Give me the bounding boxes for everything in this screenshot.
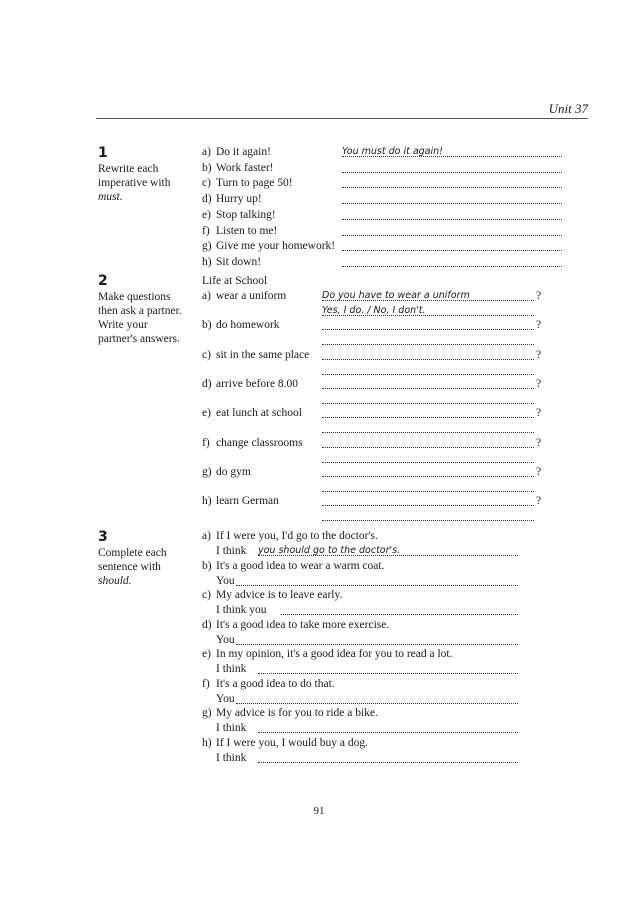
section-1-item <box>202 177 293 190</box>
item-prompt: I think <box>216 663 247 675</box>
item-letter: a) <box>202 290 211 302</box>
section-1-item <box>202 162 274 175</box>
question-mark: ? <box>536 290 542 302</box>
item-letter: c) <box>202 589 211 601</box>
question-line[interactable] <box>322 329 534 330</box>
section-1-instruction <box>98 162 188 204</box>
unit-title: Unit 37 <box>548 101 588 116</box>
item-text: It's a good idea to take more exercise. <box>216 618 390 631</box>
item-text: change classrooms <box>216 436 303 449</box>
section-3-item <box>202 619 389 632</box>
answer-line[interactable] <box>322 344 534 345</box>
section-2-item <box>202 495 279 508</box>
question-mark: ? <box>536 495 542 508</box>
answer-line[interactable] <box>342 266 562 267</box>
section-1-item <box>202 240 335 253</box>
item-text: learn German <box>216 495 279 508</box>
question-line[interactable] <box>322 388 534 389</box>
item-text: Do it again! <box>216 146 271 158</box>
item-letter: g) <box>202 465 212 478</box>
item-prompt: I think you <box>216 604 267 616</box>
section-2-example-answer: Yes, I do. / No, I don't. <box>322 305 426 316</box>
item-text: wear a uniform <box>216 290 287 302</box>
question-mark: ? <box>536 348 542 361</box>
section-2-example-question: Do you have to wear a uniform <box>322 290 470 301</box>
item-letter: h) <box>202 255 212 268</box>
item-letter: g) <box>202 707 212 719</box>
section-3-item <box>202 648 453 661</box>
item-letter: d) <box>202 377 212 390</box>
item-prompt: You <box>216 692 235 705</box>
section-2-item <box>202 349 309 362</box>
section-3-instruction-keyword: should. <box>98 575 132 587</box>
answer-line[interactable] <box>342 219 562 220</box>
answer-line[interactable] <box>322 491 534 492</box>
section-1-item <box>202 146 271 159</box>
question-mark: ? <box>536 465 542 478</box>
item-text: Work faster! <box>216 161 274 174</box>
item-text: It's a good idea to wear a warm coat. <box>216 559 385 572</box>
item-letter: d) <box>202 193 212 206</box>
item-prompt: You <box>216 633 235 646</box>
answer-line[interactable] <box>342 203 562 204</box>
answer-line[interactable] <box>342 187 562 188</box>
section-1-item <box>202 209 276 222</box>
question-line[interactable] <box>322 447 534 448</box>
section-1-instruction-keyword: must. <box>98 191 123 203</box>
item-prompt: I think <box>216 751 247 764</box>
section-3-item <box>202 737 368 750</box>
item-letter: e) <box>202 648 211 660</box>
item-text: My advice is for you to ride a bike. <box>216 707 378 719</box>
item-letter: c) <box>202 177 211 190</box>
section-3-item <box>202 560 384 573</box>
answer-line[interactable] <box>342 250 562 251</box>
item-letter: b) <box>202 161 212 174</box>
section-2-item <box>202 466 251 479</box>
section-3-item <box>202 678 335 691</box>
section-2-item <box>202 290 286 303</box>
item-letter: h) <box>202 736 212 749</box>
item-text: Give me your homework! <box>216 240 336 253</box>
item-letter: f) <box>202 677 210 690</box>
section-3-instruction-text: Complete each sentence with <box>98 547 167 573</box>
item-text: Listen to me! <box>216 224 278 237</box>
section-2-item <box>202 378 298 391</box>
section-3-item <box>202 530 378 543</box>
section-1-item <box>202 256 261 269</box>
question-line[interactable] <box>322 505 534 506</box>
item-letter: e) <box>202 407 211 420</box>
answer-line[interactable] <box>258 673 518 674</box>
item-text: Sit down! <box>216 255 262 268</box>
item-letter: f) <box>202 436 210 449</box>
page-number: 91 <box>313 805 325 817</box>
item-letter: b) <box>202 559 212 572</box>
item-text: Stop talking! <box>216 208 276 221</box>
section-2-item <box>202 407 302 420</box>
item-text: In my opinion, it's a good idea for you to read a lot. <box>216 648 453 660</box>
question-mark: ? <box>536 436 542 449</box>
section-3-item <box>202 707 378 720</box>
question-mark: ? <box>536 377 542 390</box>
answer-line[interactable] <box>236 585 518 586</box>
section-1-number: 1 <box>98 145 108 161</box>
question-line[interactable] <box>322 417 534 418</box>
answer-line[interactable] <box>322 403 534 404</box>
section-2-item <box>202 437 303 450</box>
item-letter: a) <box>202 530 211 542</box>
item-letter: e) <box>202 208 211 221</box>
answer-line[interactable] <box>322 520 534 521</box>
answer-line[interactable] <box>322 432 534 433</box>
item-letter: g) <box>202 240 212 253</box>
item-text: It's a good idea to do that. <box>216 677 335 690</box>
item-text: do gym <box>216 465 251 478</box>
item-text: If I were you, I would buy a dog. <box>216 736 369 749</box>
item-text: Turn to page 50! <box>216 177 293 190</box>
section-3-number: 3 <box>98 529 108 545</box>
answer-line[interactable] <box>236 644 518 645</box>
section-1-example-answer: You must do it again! <box>342 146 443 157</box>
item-letter: a) <box>202 146 211 158</box>
item-text: My advice is to leave early. <box>216 589 343 601</box>
item-letter: d) <box>202 618 212 631</box>
section-1-item <box>202 225 277 238</box>
item-text: sit in the same place <box>216 348 310 361</box>
answer-line[interactable] <box>322 462 534 463</box>
item-text: eat lunch at school <box>216 407 302 420</box>
item-letter: b) <box>202 319 212 332</box>
answer-line[interactable] <box>342 172 562 173</box>
answer-line[interactable] <box>322 374 534 375</box>
answer-line[interactable] <box>236 703 518 704</box>
question-mark: ? <box>536 407 542 420</box>
item-letter: c) <box>202 348 211 361</box>
answer-line[interactable] <box>342 235 562 236</box>
item-letter: h) <box>202 495 212 508</box>
section-2-item <box>202 319 280 332</box>
section-1-item <box>202 193 262 206</box>
answer-line[interactable] <box>258 762 518 763</box>
item-text: Hurry up! <box>216 193 262 206</box>
item-text: do homework <box>216 319 280 332</box>
section-2-title: Life at School <box>202 275 268 287</box>
header-rule <box>96 118 588 119</box>
item-prompt: I think <box>216 545 247 557</box>
section-1-instruction-text: Rewrite each imperative with <box>98 163 171 189</box>
section-2-instruction: Make questions then ask a partner. Write your partner's answers. <box>98 291 182 345</box>
item-text: If I were you, I'd go to the doctor's. <box>216 530 378 542</box>
answer-line[interactable] <box>281 614 518 615</box>
section-3-example-answer: you should go to the doctor's. <box>258 545 401 556</box>
section-2-number: 2 <box>98 273 108 289</box>
question-line[interactable] <box>322 476 534 477</box>
item-letter: f) <box>202 224 210 237</box>
item-text: arrive before 8.00 <box>216 377 299 390</box>
question-mark: ? <box>536 319 542 332</box>
item-prompt: You <box>216 574 235 587</box>
answer-line[interactable] <box>258 732 518 733</box>
section-3-instruction <box>98 546 188 588</box>
item-prompt: I think <box>216 722 247 734</box>
section-3-item <box>202 589 342 602</box>
question-line[interactable] <box>322 359 534 360</box>
